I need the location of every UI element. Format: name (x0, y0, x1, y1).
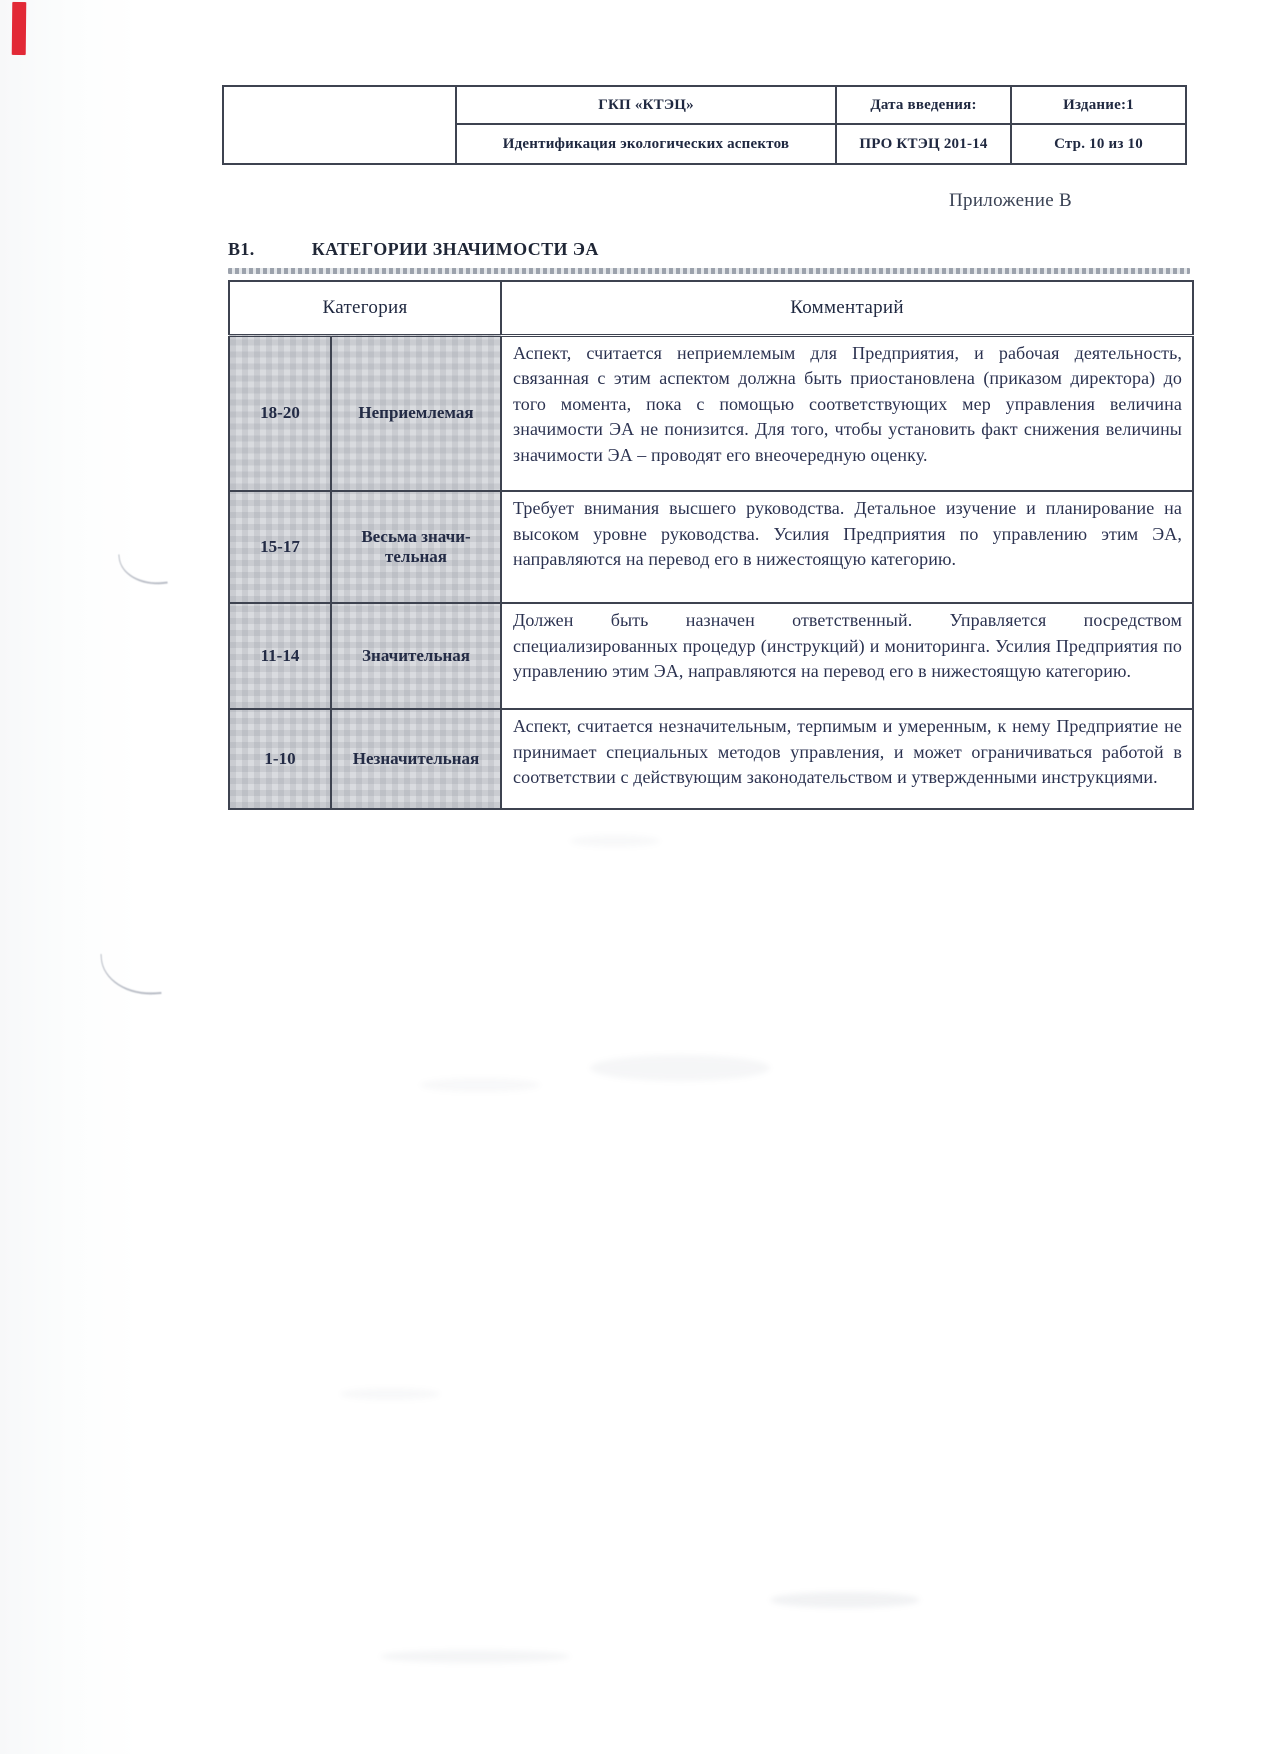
scan-smudge (380, 1650, 570, 1663)
category-comment: Должен быть назначен ответственный. Управляется посредством специализированных процедур (инструкций) и мониторинга. Усилия Предприятия по управлению этим ЭА, направляются на перевод его в нижестоящую категорию. (501, 603, 1193, 709)
scan-smudge (590, 1055, 770, 1081)
section-title: КАТЕГОРИИ ЗНАЧИМОСТИ ЭА (311, 239, 599, 259)
pen-curve-artifact (118, 550, 167, 589)
category-range: 1-10 (229, 709, 331, 809)
categories-table (228, 280, 1194, 810)
category-comment: Требует внимания высшего руководства. Детальное изучение и планирование на высоком уровне руководства. Усилия Предприятия по управлению этим ЭА, направляются на перевод его в нижестоящую категорию. (501, 491, 1193, 603)
category-range: 11-14 (229, 603, 331, 709)
table-row (229, 709, 1193, 809)
column-header-comment: Комментарий (501, 281, 1193, 335)
header-row-top (223, 86, 1186, 124)
document-title: Идентификация экологических аспектов (456, 124, 836, 164)
red-scan-mark (12, 2, 27, 55)
date-label: Дата введения: (836, 86, 1011, 124)
edition-label: Издание:1 (1011, 86, 1186, 124)
table-header-row (229, 281, 1193, 335)
category-name: Значительная (331, 603, 501, 709)
header-empty-cell (223, 86, 456, 164)
table-row (229, 603, 1193, 709)
category-range: 15-17 (229, 491, 331, 603)
heading-underline-rule (228, 268, 1190, 274)
page-info: Стр. 10 из 10 (1011, 124, 1186, 164)
scan-smudge (420, 1078, 540, 1092)
section-heading (228, 239, 1192, 260)
table-row (229, 335, 1193, 491)
scan-smudge (340, 1388, 440, 1400)
category-name: Весьма значи- тельная (331, 491, 501, 603)
column-header-category: Категория (229, 281, 501, 335)
table-row (229, 491, 1193, 603)
scan-smudge (770, 1592, 920, 1608)
appendix-label: Приложение В (949, 190, 1072, 211)
pen-curve-artifact (101, 950, 162, 998)
document-code: ПРО КТЭЦ 201-14 (836, 124, 1011, 164)
category-comment: Аспект, считается неприемлемым для Предприятия, и рабочая деятельность, связанная с этим аспектом должна быть приостановлена (приказом директора) до того момента, пока с помощью соответствующих мер управления величина значимости ЭА не понизится. Для того, чтобы установить факт снижения величины значимости ЭА – проводят его внеочередную оценку. (501, 335, 1193, 491)
category-comment: Аспект, считается незначительным, терпимым и умеренным, к нему Предприятие не принимает специальных методов управления, и может ограничиваться работой в соответствии с действующим законодательством и утвержденными инструкциями. (501, 709, 1193, 809)
category-name: Незначительная (331, 709, 501, 809)
category-range: 18-20 (229, 335, 331, 491)
document-header-table (222, 85, 1187, 165)
scan-smudge (570, 835, 660, 847)
section-number: В1. (228, 239, 255, 259)
category-name: Неприемлемая (331, 335, 501, 491)
org-name: ГКП «КТЭЦ» (456, 86, 836, 124)
